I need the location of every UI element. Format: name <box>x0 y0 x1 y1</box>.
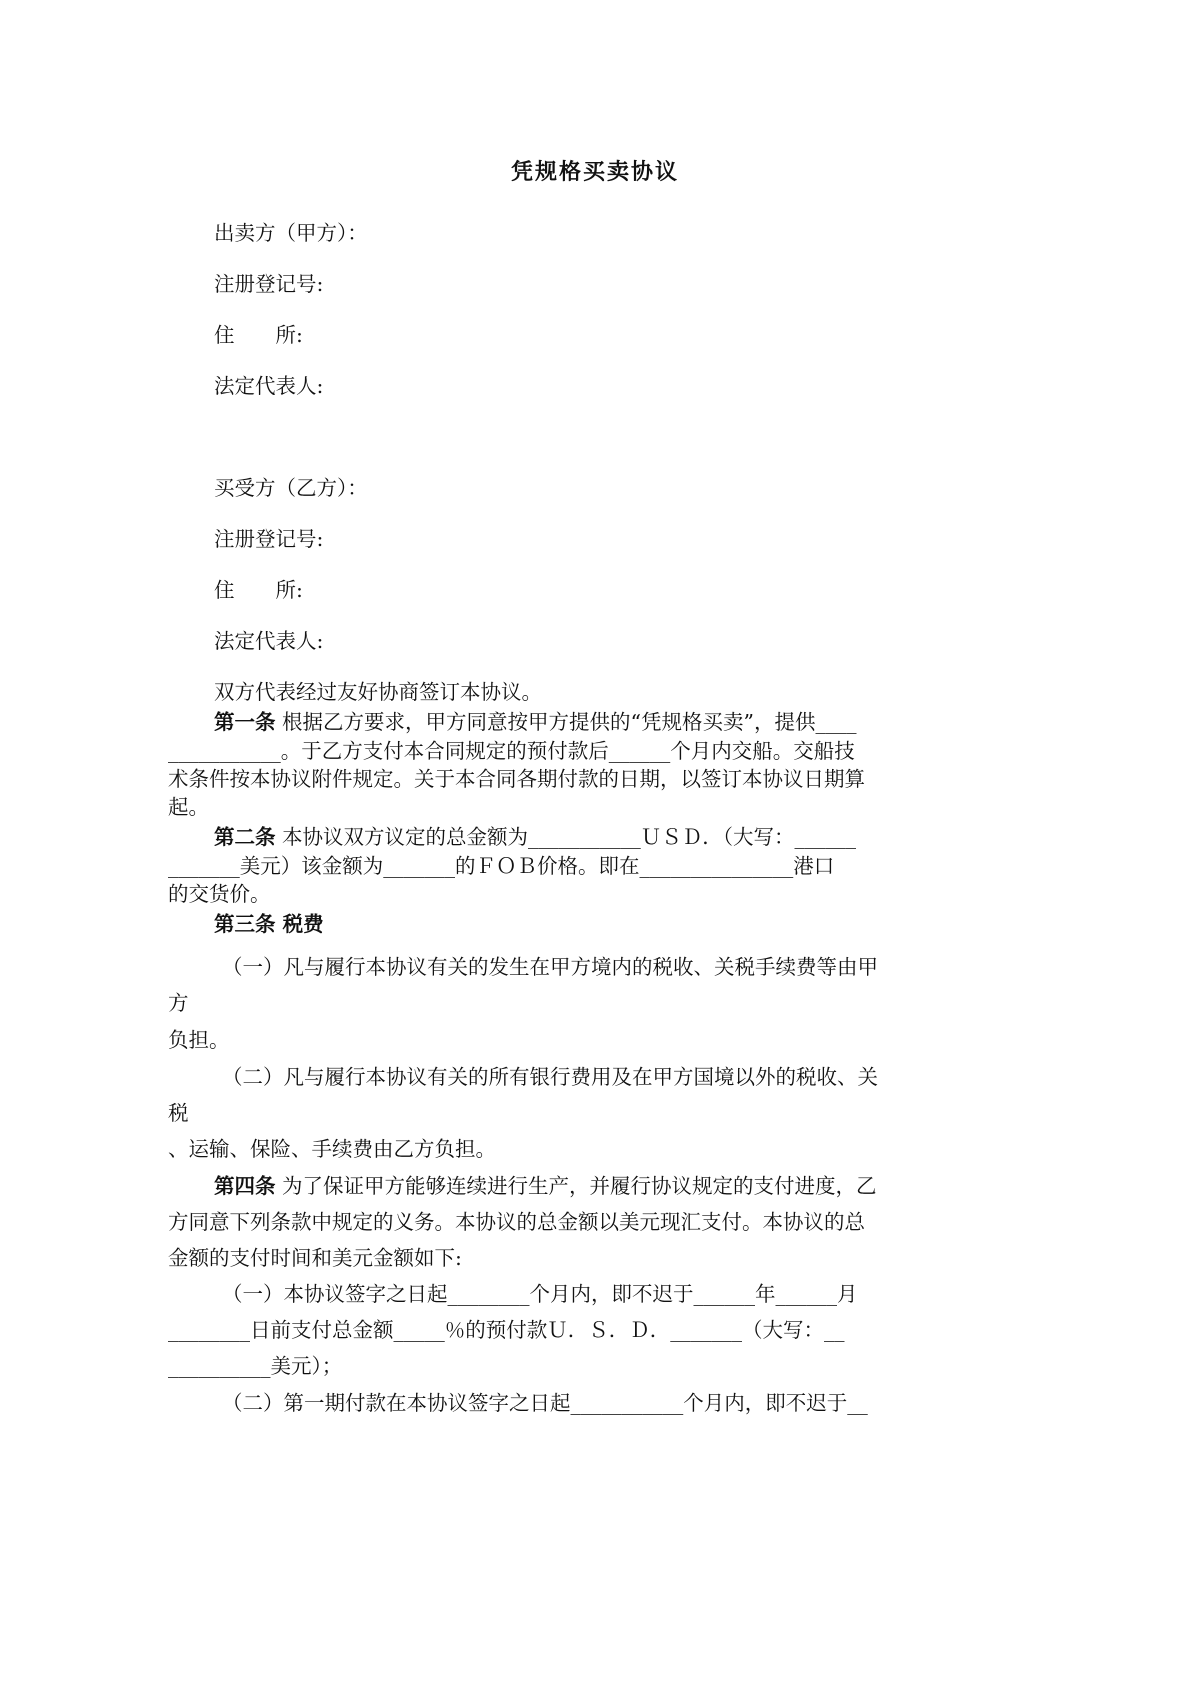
article4-item1-line3: __________美元）； <box>168 1354 343 1378</box>
seller-legal-rep-label: 法定代表人: <box>214 374 324 398</box>
seller-reg-no-label: 注册登记号: <box>214 272 324 296</box>
article2-line2: _______美元）该金额为_______的ＦＯＢ价格。即在_______________港口 <box>168 854 835 878</box>
seller-address-label: 住 所: <box>214 323 303 347</box>
article2-text: 本协议双方议定的总金额为___________ＵＳＤ．（大写：______ <box>275 825 857 849</box>
article4-item1-line1: （一）本协议签字之日起________个月内，即不迟于______年______月 <box>222 1282 858 1306</box>
article3-item1-line1: （一）凡与履行本协议有关的发生在甲方境内的税收、关税手续费等由甲 <box>222 955 878 979</box>
article4-text: 为了保证甲方能够连续进行生产，并履行协议规定的支付进度，乙 <box>275 1174 877 1198</box>
article1-line1 <box>214 712 856 733</box>
buyer-address-label: 住 所: <box>214 578 303 602</box>
article4-label: 第四条 <box>214 1174 276 1198</box>
article1-label: 第一条 <box>214 710 276 734</box>
article3-item1-line3: 负担。 <box>168 1028 230 1052</box>
seller-party-label: 出卖方（甲方）： <box>214 221 368 245</box>
article1-line3: 术条件按本协议附件规定。关于本合同各期付款的日期，以签订本协议日期算 <box>168 767 865 791</box>
article2-label: 第二条 <box>214 825 276 849</box>
article4-line3: 金额的支付时间和美元金额如下: <box>168 1246 462 1270</box>
buyer-reg-no-label: 注册登记号: <box>214 527 324 551</box>
buyer-party-label: 买受方（乙方）： <box>214 476 368 500</box>
buyer-legal-rep-label: 法定代表人: <box>214 629 324 653</box>
article1-line2: ___________。于乙方支付本合同规定的预付款后______个月内交船。交船技 <box>168 739 855 763</box>
article3-heading: 第三条 税费 <box>214 912 324 936</box>
article1-text: 根据乙方要求，甲方同意按甲方提供的“凭规格买卖”，提供____ <box>275 710 857 734</box>
article3-item2-line2: 税 <box>168 1101 189 1125</box>
article2-line1 <box>214 827 856 848</box>
article2-line3: 的交货价。 <box>168 882 271 906</box>
article4-item1-line2: ________日前支付总金额_____％的预付款Ｕ．Ｓ．Ｄ．_______（大写：__ <box>168 1318 845 1342</box>
article4-item2-line1: （二）第一期付款在本协议签字之日起___________个月内，即不迟于__ <box>222 1391 868 1415</box>
document-title: 凭规格买卖协议 <box>510 159 679 185</box>
article1-line4: 起。 <box>168 795 209 819</box>
preamble: 双方代表经过友好协商签订本协议。 <box>214 680 542 704</box>
article4-line1 <box>214 1176 877 1197</box>
article3-item2-line3: 、运输、保险、手续费由乙方负担。 <box>168 1137 496 1161</box>
article3-item2-line1: （二）凡与履行本协议有关的所有银行费用及在甲方国境以外的税收、关 <box>222 1065 878 1089</box>
article3-item1-line2: 方 <box>168 991 189 1015</box>
article4-line2: 方同意下列条款中规定的义务。本协议的总金额以美元现汇支付。本协议的总 <box>168 1210 865 1234</box>
